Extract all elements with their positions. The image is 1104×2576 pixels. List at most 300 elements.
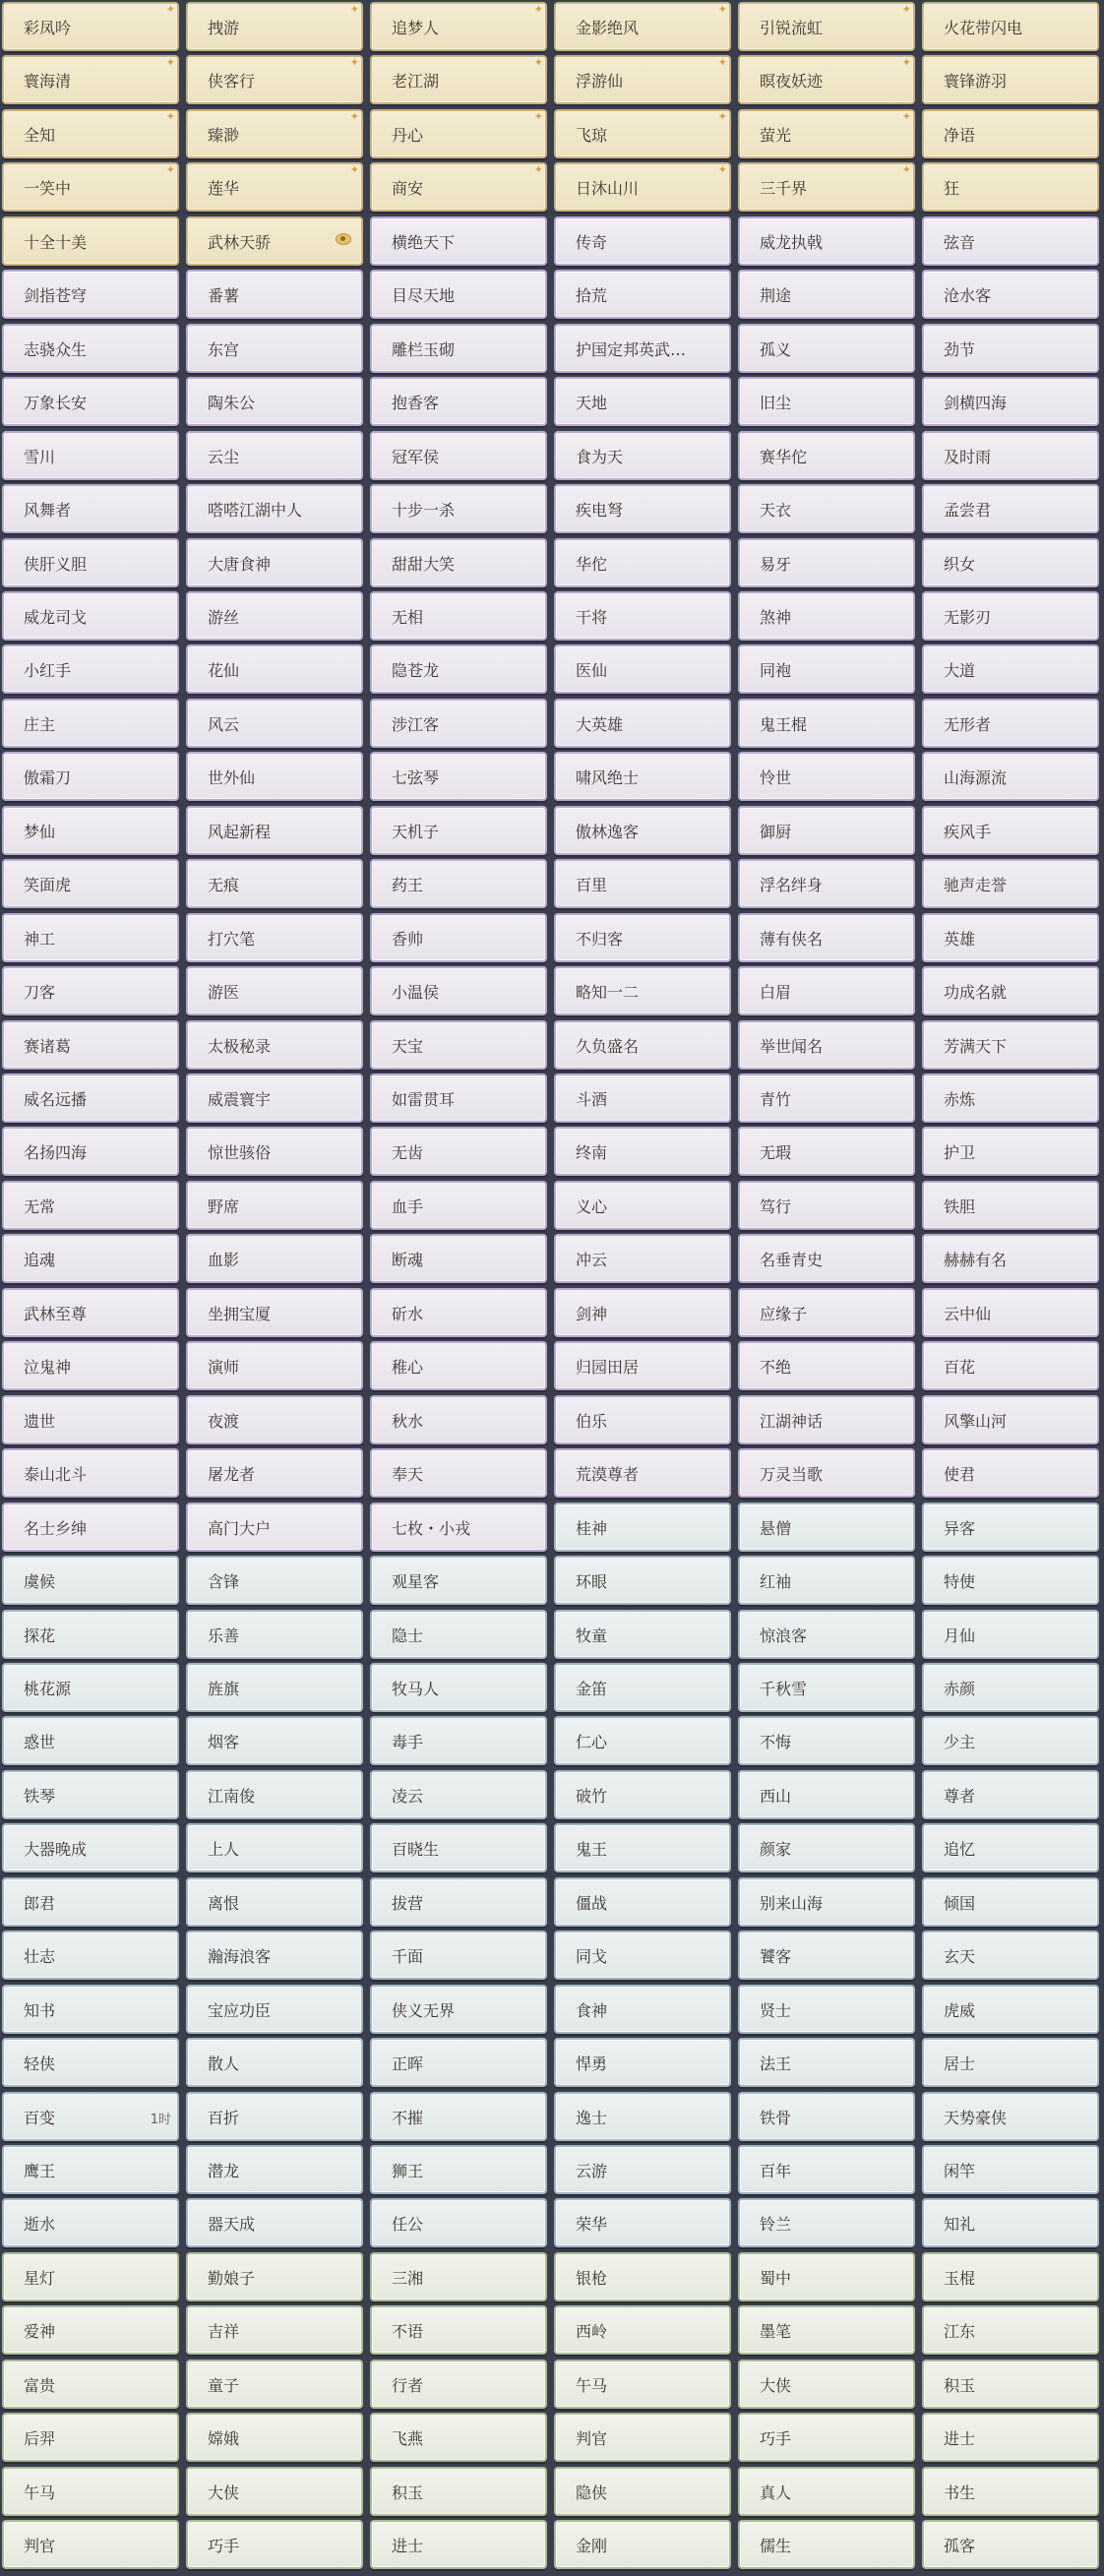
title-cell[interactable] <box>186 2198 363 2247</box>
title-label: 火花带闪电 <box>944 18 1023 37</box>
title-cell[interactable] <box>922 752 1099 801</box>
title-cell[interactable] <box>370 1503 547 1552</box>
title-cell[interactable] <box>738 1234 915 1283</box>
title-cell[interactable] <box>186 644 363 694</box>
title-cell[interactable] <box>186 1770 363 1819</box>
title-cell[interactable] <box>370 1395 547 1444</box>
title-cell[interactable] <box>554 2252 731 2301</box>
title-cell[interactable] <box>2 484 179 533</box>
title-cell[interactable] <box>2 644 179 694</box>
title-cell[interactable] <box>738 1877 915 1927</box>
title-cell[interactable] <box>2 2467 179 2516</box>
title-cell[interactable] <box>186 1341 363 1390</box>
title-cell[interactable] <box>922 55 1099 104</box>
title-cell[interactable] <box>738 1556 915 1605</box>
title-cell[interactable] <box>370 2 547 51</box>
title-cell[interactable] <box>554 2092 731 2141</box>
title-cell[interactable] <box>554 1181 731 1230</box>
title-cell[interactable] <box>370 1610 547 1659</box>
title-cell[interactable] <box>370 1823 547 1872</box>
title-cell[interactable] <box>738 1503 915 1552</box>
title-cell[interactable] <box>922 2145 1099 2194</box>
title-cell[interactable] <box>738 591 915 641</box>
title-cell[interactable] <box>554 1610 731 1659</box>
title-cell[interactable] <box>738 1931 915 1980</box>
title-cell[interactable] <box>2 1931 179 1980</box>
title-cell[interactable] <box>738 1448 915 1498</box>
title-cell[interactable] <box>370 699 547 748</box>
title-cell[interactable] <box>554 1020 731 1070</box>
title-cell[interactable] <box>738 2145 915 2194</box>
title-cell[interactable] <box>738 1288 915 1337</box>
title-label: 追忆 <box>944 1839 976 1859</box>
title-cell[interactable] <box>922 1073 1099 1123</box>
title-cell[interactable] <box>554 2 731 51</box>
title-cell[interactable] <box>922 538 1099 587</box>
title-cell[interactable] <box>922 859 1099 908</box>
title-cell[interactable] <box>738 913 915 962</box>
title-cell[interactable] <box>2 1716 179 1765</box>
title-cell[interactable] <box>922 2467 1099 2516</box>
title-cell[interactable] <box>554 1877 731 1927</box>
title-cell[interactable] <box>554 2467 731 2516</box>
title-cell[interactable] <box>738 2 915 51</box>
title-label: 鬼王 <box>576 1839 608 1859</box>
title-cell[interactable] <box>738 699 915 748</box>
title-cell[interactable] <box>922 1288 1099 1337</box>
title-cell[interactable] <box>2 2413 179 2462</box>
title-cell[interactable] <box>738 644 915 694</box>
title-cell[interactable] <box>738 1395 915 1444</box>
title-cell[interactable] <box>922 1770 1099 1819</box>
title-cell[interactable] <box>2 162 179 212</box>
title-cell[interactable] <box>554 162 731 212</box>
title-cell[interactable] <box>370 2360 547 2409</box>
title-cell[interactable] <box>186 162 363 212</box>
title-cell[interactable] <box>738 2305 915 2355</box>
title-cell[interactable] <box>186 966 363 1015</box>
title-cell[interactable] <box>922 2520 1099 2569</box>
title-cell[interactable] <box>186 1395 363 1444</box>
title-cell[interactable] <box>2 1823 179 1872</box>
title-cell[interactable] <box>186 699 363 748</box>
title-cell[interactable] <box>2 1288 179 1337</box>
title-cell[interactable] <box>554 913 731 962</box>
title-cell[interactable] <box>922 2305 1099 2355</box>
title-cell[interactable] <box>738 216 915 266</box>
title-cell[interactable] <box>554 324 731 373</box>
title-cell[interactable] <box>922 484 1099 533</box>
title-cell[interactable] <box>554 859 731 908</box>
title-cell[interactable] <box>186 1823 363 1872</box>
title-cell[interactable] <box>370 1020 547 1070</box>
title-cell[interactable] <box>738 966 915 1015</box>
title-cell[interactable] <box>738 484 915 533</box>
title-cell[interactable] <box>186 1181 363 1230</box>
title-cell[interactable] <box>370 1931 547 1980</box>
title-cell[interactable] <box>554 1234 731 1283</box>
title-cell[interactable] <box>554 806 731 855</box>
title-cell[interactable] <box>922 162 1099 212</box>
title-cell[interactable] <box>370 913 547 962</box>
title-cell[interactable] <box>370 1127 547 1176</box>
title-cell[interactable] <box>554 1931 731 1980</box>
title-cell[interactable] <box>738 377 915 426</box>
title-cell[interactable] <box>186 1663 363 1712</box>
title-cell[interactable] <box>186 2092 363 2141</box>
title-cell[interactable] <box>186 2252 363 2301</box>
title-cell[interactable] <box>554 216 731 266</box>
title-label: 惊世骇俗 <box>208 1142 272 1162</box>
title-cell[interactable] <box>554 1288 731 1337</box>
title-cell[interactable] <box>738 55 915 104</box>
title-cell[interactable] <box>738 270 915 319</box>
title-cell[interactable] <box>2 2520 179 2569</box>
title-cell[interactable] <box>738 2092 915 2141</box>
title-cell[interactable] <box>186 1610 363 1659</box>
title-cell[interactable] <box>738 1716 915 1765</box>
title-cell[interactable] <box>922 699 1099 748</box>
title-cell[interactable] <box>370 1770 547 1819</box>
title-cell[interactable] <box>922 2038 1099 2087</box>
title-cell[interactable] <box>922 1823 1099 1872</box>
title-cell[interactable] <box>370 431 547 480</box>
title-cell[interactable] <box>2 1877 179 1927</box>
title-cell[interactable] <box>922 324 1099 373</box>
title-cell[interactable] <box>186 431 363 480</box>
title-cell[interactable] <box>554 431 731 480</box>
title-cell[interactable] <box>922 1020 1099 1070</box>
title-cell[interactable] <box>370 1663 547 1712</box>
title-cell[interactable] <box>554 1448 731 1498</box>
title-cell[interactable] <box>922 1234 1099 1283</box>
title-cell[interactable] <box>370 109 547 158</box>
title-cell[interactable] <box>2 216 179 266</box>
title-cell[interactable] <box>554 2413 731 2462</box>
title-cell[interactable] <box>370 377 547 426</box>
title-cell[interactable] <box>186 2305 363 2355</box>
title-cell[interactable] <box>2 699 179 748</box>
title-cell[interactable] <box>922 216 1099 266</box>
title-cell[interactable] <box>2 1020 179 1070</box>
title-cell[interactable] <box>554 1716 731 1765</box>
title-cell[interactable] <box>186 1985 363 2034</box>
title-cell[interactable] <box>2 591 179 641</box>
title-cell[interactable] <box>186 913 363 962</box>
title-cell[interactable] <box>2 1073 179 1123</box>
title-cell[interactable] <box>370 2092 547 2141</box>
title-cell[interactable] <box>370 216 547 266</box>
title-cell[interactable] <box>738 2413 915 2462</box>
title-cell[interactable] <box>370 1181 547 1230</box>
title-cell[interactable] <box>370 538 547 587</box>
title-cell[interactable] <box>922 2092 1099 2141</box>
title-cell[interactable] <box>554 2145 731 2194</box>
title-cell[interactable] <box>2 2038 179 2087</box>
title-cell[interactable] <box>186 1877 363 1927</box>
title-cell[interactable] <box>554 699 731 748</box>
title-cell[interactable] <box>554 1341 731 1390</box>
title-cell[interactable] <box>370 644 547 694</box>
title-cell[interactable] <box>922 1985 1099 2034</box>
title-cell[interactable] <box>738 752 915 801</box>
title-cell[interactable] <box>922 1877 1099 1927</box>
title-cell[interactable] <box>554 591 731 641</box>
title-cell[interactable] <box>922 1556 1099 1605</box>
title-cell[interactable] <box>554 1127 731 1176</box>
title-cell[interactable] <box>186 591 363 641</box>
title-cell[interactable] <box>922 109 1099 158</box>
title-cell[interactable] <box>554 2305 731 2355</box>
title-cell[interactable] <box>186 1020 363 1070</box>
title-cell[interactable] <box>2 1663 179 1712</box>
title-cell[interactable] <box>186 324 363 373</box>
title-cell[interactable] <box>186 1556 363 1605</box>
title-cell[interactable] <box>2 431 179 480</box>
title-cell[interactable] <box>370 806 547 855</box>
title-cell[interactable] <box>922 1448 1099 1498</box>
title-cell[interactable] <box>922 1503 1099 1552</box>
title-cell[interactable] <box>922 1395 1099 1444</box>
title-cell[interactable] <box>2 1985 179 2034</box>
title-cell[interactable] <box>2 2198 179 2247</box>
title-label: 东宫 <box>208 339 240 359</box>
title-cell[interactable] <box>186 2360 363 2409</box>
title-cell[interactable] <box>186 1716 363 1765</box>
title-cell[interactable] <box>186 1931 363 1980</box>
title-cell[interactable] <box>186 1073 363 1123</box>
title-cell[interactable] <box>186 1448 363 1498</box>
title-cell[interactable] <box>2 1127 179 1176</box>
title-cell[interactable] <box>2 752 179 801</box>
title-cell[interactable] <box>738 2038 915 2087</box>
title-cell[interactable] <box>738 1341 915 1390</box>
title-cell[interactable] <box>554 1503 731 1552</box>
title-cell[interactable] <box>186 2038 363 2087</box>
title-cell[interactable] <box>370 966 547 1015</box>
title-cell[interactable] <box>370 1877 547 1927</box>
title-cell[interactable] <box>186 1127 363 1176</box>
title-cell[interactable] <box>738 859 915 908</box>
title-label: 遗世 <box>24 1411 56 1431</box>
title-cell[interactable] <box>554 1770 731 1819</box>
title-cell[interactable] <box>2 2305 179 2355</box>
title-cell[interactable] <box>554 538 731 587</box>
title-cell[interactable] <box>738 1181 915 1230</box>
title-cell[interactable] <box>2 324 179 373</box>
title-cell[interactable] <box>922 966 1099 1015</box>
title-cell[interactable] <box>186 1234 363 1283</box>
title-cell[interactable] <box>738 2520 915 2569</box>
title-label: 同戈 <box>576 1946 608 1966</box>
title-cell[interactable] <box>370 2413 547 2462</box>
title-cell[interactable] <box>922 2198 1099 2247</box>
title-cell[interactable] <box>738 1073 915 1123</box>
title-cell[interactable] <box>738 2198 915 2247</box>
title-cell[interactable] <box>186 752 363 801</box>
title-cell[interactable] <box>922 2360 1099 2409</box>
title-cell[interactable] <box>554 644 731 694</box>
title-cell[interactable] <box>554 55 731 104</box>
title-cell[interactable] <box>370 484 547 533</box>
title-cell[interactable] <box>2 1341 179 1390</box>
title-cell[interactable] <box>2 859 179 908</box>
title-cell[interactable] <box>186 806 363 855</box>
title-label: 世外仙 <box>208 767 256 787</box>
title-cell[interactable] <box>186 109 363 158</box>
title-cell[interactable] <box>922 2252 1099 2301</box>
title-cell[interactable] <box>2 966 179 1015</box>
title-cell[interactable] <box>554 1073 731 1123</box>
title-cell[interactable] <box>922 644 1099 694</box>
title-cell[interactable] <box>370 162 547 212</box>
title-cell[interactable] <box>370 1073 547 1123</box>
title-cell[interactable] <box>370 270 547 319</box>
title-cell[interactable] <box>738 806 915 855</box>
title-cell[interactable] <box>922 806 1099 855</box>
title-cell[interactable] <box>370 1556 547 1605</box>
title-cell[interactable] <box>554 1985 731 2034</box>
title-cell[interactable] <box>554 2198 731 2247</box>
title-cell[interactable] <box>370 1341 547 1390</box>
title-cell[interactable] <box>738 1663 915 1712</box>
title-cell[interactable] <box>554 1556 731 1605</box>
title-cell[interactable] <box>738 1985 915 2034</box>
title-cell[interactable] <box>2 2360 179 2409</box>
title-cell[interactable] <box>370 1288 547 1337</box>
title-cell[interactable] <box>738 2360 915 2409</box>
title-cell[interactable] <box>738 431 915 480</box>
title-cell[interactable] <box>738 2252 915 2301</box>
title-cell[interactable] <box>738 538 915 587</box>
title-cell[interactable] <box>922 591 1099 641</box>
title-cell[interactable] <box>370 2038 547 2087</box>
title-cell[interactable] <box>738 1610 915 1659</box>
title-cell[interactable] <box>738 162 915 212</box>
title-cell[interactable] <box>186 216 363 266</box>
title-cell[interactable] <box>738 324 915 373</box>
title-cell[interactable] <box>370 1234 547 1283</box>
title-cell[interactable] <box>370 591 547 641</box>
title-cell[interactable] <box>554 2520 731 2569</box>
title-cell[interactable] <box>2 1503 179 1552</box>
title-cell[interactable] <box>2 2092 179 2141</box>
title-cell[interactable] <box>370 2198 547 2247</box>
title-cell[interactable] <box>738 2467 915 2516</box>
title-cell[interactable] <box>370 752 547 801</box>
title-cell[interactable] <box>2 806 179 855</box>
title-cell[interactable] <box>554 109 731 158</box>
title-cell[interactable] <box>2 1181 179 1230</box>
title-cell[interactable] <box>186 377 363 426</box>
title-cell[interactable] <box>2 538 179 587</box>
title-cell[interactable] <box>2 1448 179 1498</box>
title-cell[interactable] <box>738 1020 915 1070</box>
title-cell[interactable] <box>186 1288 363 1337</box>
title-cell[interactable] <box>554 966 731 1015</box>
title-label: 打穴笔 <box>208 929 256 949</box>
title-cell[interactable] <box>554 2038 731 2087</box>
title-cell[interactable] <box>186 2413 363 2462</box>
title-cell[interactable] <box>186 55 363 104</box>
title-cell[interactable] <box>370 859 547 908</box>
title-cell[interactable] <box>738 1770 915 1819</box>
corner-star-icon: ✦ <box>165 163 175 176</box>
title-cell[interactable] <box>554 2360 731 2409</box>
title-cell[interactable] <box>554 1823 731 1872</box>
title-cell[interactable] <box>922 1181 1099 1230</box>
title-cell[interactable] <box>370 2520 547 2569</box>
title-cell[interactable] <box>922 1931 1099 1980</box>
title-cell[interactable] <box>370 1448 547 1498</box>
title-cell[interactable] <box>2 1395 179 1444</box>
title-cell[interactable] <box>370 2145 547 2194</box>
title-cell[interactable] <box>2 270 179 319</box>
title-cell[interactable] <box>2 1610 179 1659</box>
title-cell[interactable] <box>738 109 915 158</box>
title-cell[interactable] <box>554 484 731 533</box>
title-cell[interactable] <box>554 270 731 319</box>
title-cell[interactable] <box>2 2145 179 2194</box>
title-cell[interactable] <box>738 1127 915 1176</box>
title-cell[interactable] <box>922 270 1099 319</box>
title-cell[interactable] <box>2 1770 179 1819</box>
title-cell[interactable] <box>2 55 179 104</box>
title-label: 不绝 <box>760 1357 792 1377</box>
title-cell[interactable] <box>186 538 363 587</box>
title-cell[interactable] <box>370 55 547 104</box>
title-cell[interactable] <box>554 1663 731 1712</box>
title-cell[interactable] <box>738 1823 915 1872</box>
title-label: 赛诸葛 <box>24 1036 72 1056</box>
title-cell[interactable] <box>554 1395 731 1444</box>
title-cell[interactable] <box>922 1341 1099 1390</box>
title-cell[interactable] <box>370 2252 547 2301</box>
title-cell[interactable] <box>554 752 731 801</box>
title-cell[interactable] <box>2 1234 179 1283</box>
title-cell[interactable] <box>370 1985 547 2034</box>
title-cell[interactable] <box>2 1556 179 1605</box>
title-cell[interactable] <box>186 484 363 533</box>
title-cell[interactable] <box>186 2145 363 2194</box>
title-cell[interactable] <box>186 2 363 51</box>
title-cell[interactable] <box>922 1663 1099 1712</box>
title-cell[interactable] <box>922 2 1099 51</box>
title-cell[interactable] <box>186 1503 363 1552</box>
title-cell[interactable] <box>922 913 1099 962</box>
title-cell[interactable] <box>922 431 1099 480</box>
title-cell[interactable] <box>554 377 731 426</box>
title-cell[interactable] <box>2 2 179 51</box>
title-cell[interactable] <box>922 2413 1099 2462</box>
title-cell[interactable] <box>922 1127 1099 1176</box>
title-cell[interactable] <box>2 913 179 962</box>
title-cell[interactable] <box>186 859 363 908</box>
title-cell[interactable] <box>922 1610 1099 1659</box>
title-cell[interactable] <box>2 109 179 158</box>
title-cell[interactable] <box>186 2520 363 2569</box>
title-cell[interactable] <box>186 2467 363 2516</box>
title-cell[interactable] <box>922 1716 1099 1765</box>
title-cell[interactable] <box>922 377 1099 426</box>
title-cell[interactable] <box>370 2467 547 2516</box>
title-cell[interactable] <box>370 324 547 373</box>
title-cell[interactable] <box>186 270 363 319</box>
title-cell[interactable] <box>370 2305 547 2355</box>
title-cell[interactable] <box>370 1716 547 1765</box>
title-cell[interactable] <box>2 2252 179 2301</box>
title-cell[interactable] <box>2 377 179 426</box>
